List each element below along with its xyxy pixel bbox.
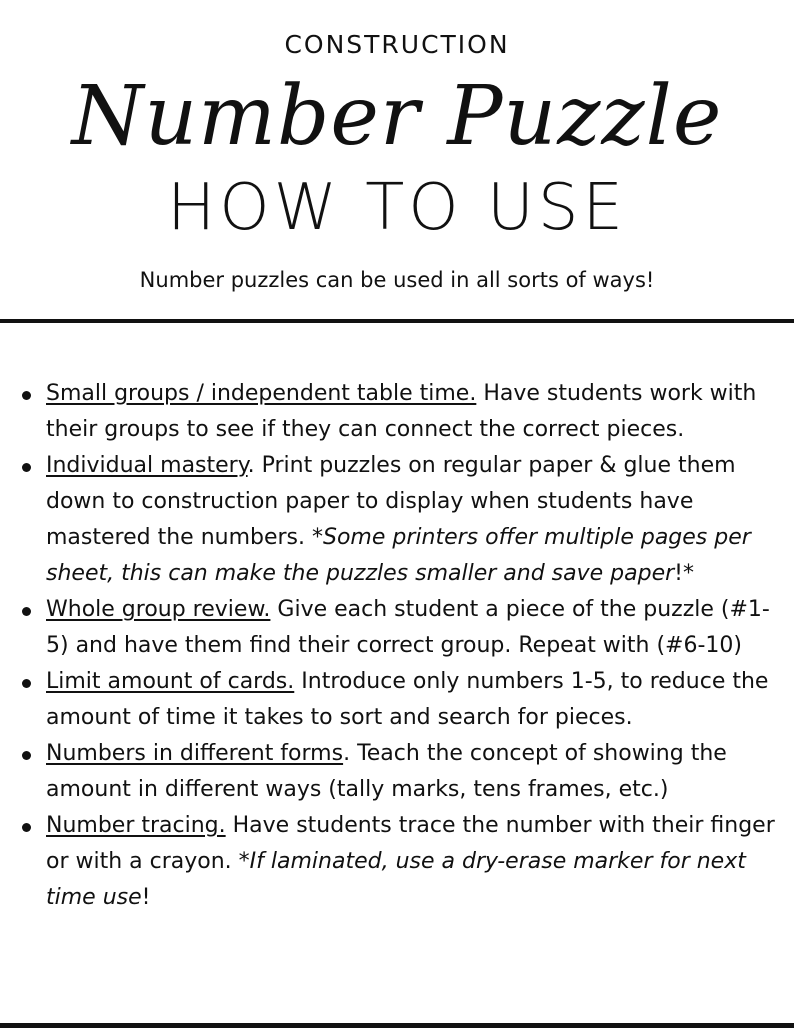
list-item — [46, 592, 782, 664]
page-header — [0, 0, 794, 320]
tips-list — [0, 376, 794, 916]
tip-body: Introduce only numbers 1-5, to reduce the amount of time it takes to sort and search for pieces. — [46, 669, 769, 730]
tip-body: Have students trace the number with their finger or with a crayon. * — [46, 813, 775, 874]
bottom-divider — [0, 1023, 794, 1028]
list-item — [46, 736, 782, 808]
tip-tail: !* — [674, 561, 694, 586]
tip-heading: Small groups / independent table time. — [46, 381, 477, 406]
tip-body: . Print puzzles on regular paper & glue them down to construction paper to display when students have mastered the numbers. * — [46, 453, 736, 550]
list-item — [46, 376, 782, 448]
tip-tail: ! — [141, 885, 151, 910]
tip-body: Give each student a piece of the puzzle (#1-5) and have them find their correct group. Repeat with (#6-10) — [46, 597, 770, 658]
script-title: Number Puzzle — [71, 69, 723, 164]
tip-heading: Number tracing. — [46, 813, 226, 838]
bullet-icon — [22, 391, 31, 400]
bullet-icon — [22, 607, 31, 616]
tips-section — [0, 376, 794, 916]
list-item — [46, 448, 782, 592]
bullet-icon — [22, 751, 31, 760]
header-kicker: CONSTRUCTION — [284, 30, 510, 59]
tip-heading: Numbers in different forms — [46, 741, 344, 766]
page-subtitle: Number puzzles can be used in all sorts of ways! — [139, 268, 655, 292]
list-item — [46, 808, 782, 916]
tip-body: Have students work with their groups to see if they can connect the correct pieces. — [46, 381, 757, 442]
page-title: HOW TO USE — [167, 171, 627, 245]
bullet-icon — [22, 823, 31, 832]
bullet-icon — [22, 679, 31, 688]
top-divider — [0, 319, 794, 323]
tip-heading: Limit amount of cards. — [46, 669, 295, 694]
tip-note: Some printers offer multiple pages per sheet, this can make the puzzles smaller and save paper — [46, 525, 751, 586]
list-item — [46, 664, 782, 736]
tip-heading: Individual mastery — [46, 453, 248, 478]
tip-body: . Teach the concept of showing the amount in different ways (tally marks, tens frames, etc.) — [46, 741, 727, 802]
tip-note: If laminated, use a dry-erase marker for next time use — [46, 849, 746, 910]
bullet-icon — [22, 463, 31, 472]
tip-heading: Whole group review. — [46, 597, 271, 622]
